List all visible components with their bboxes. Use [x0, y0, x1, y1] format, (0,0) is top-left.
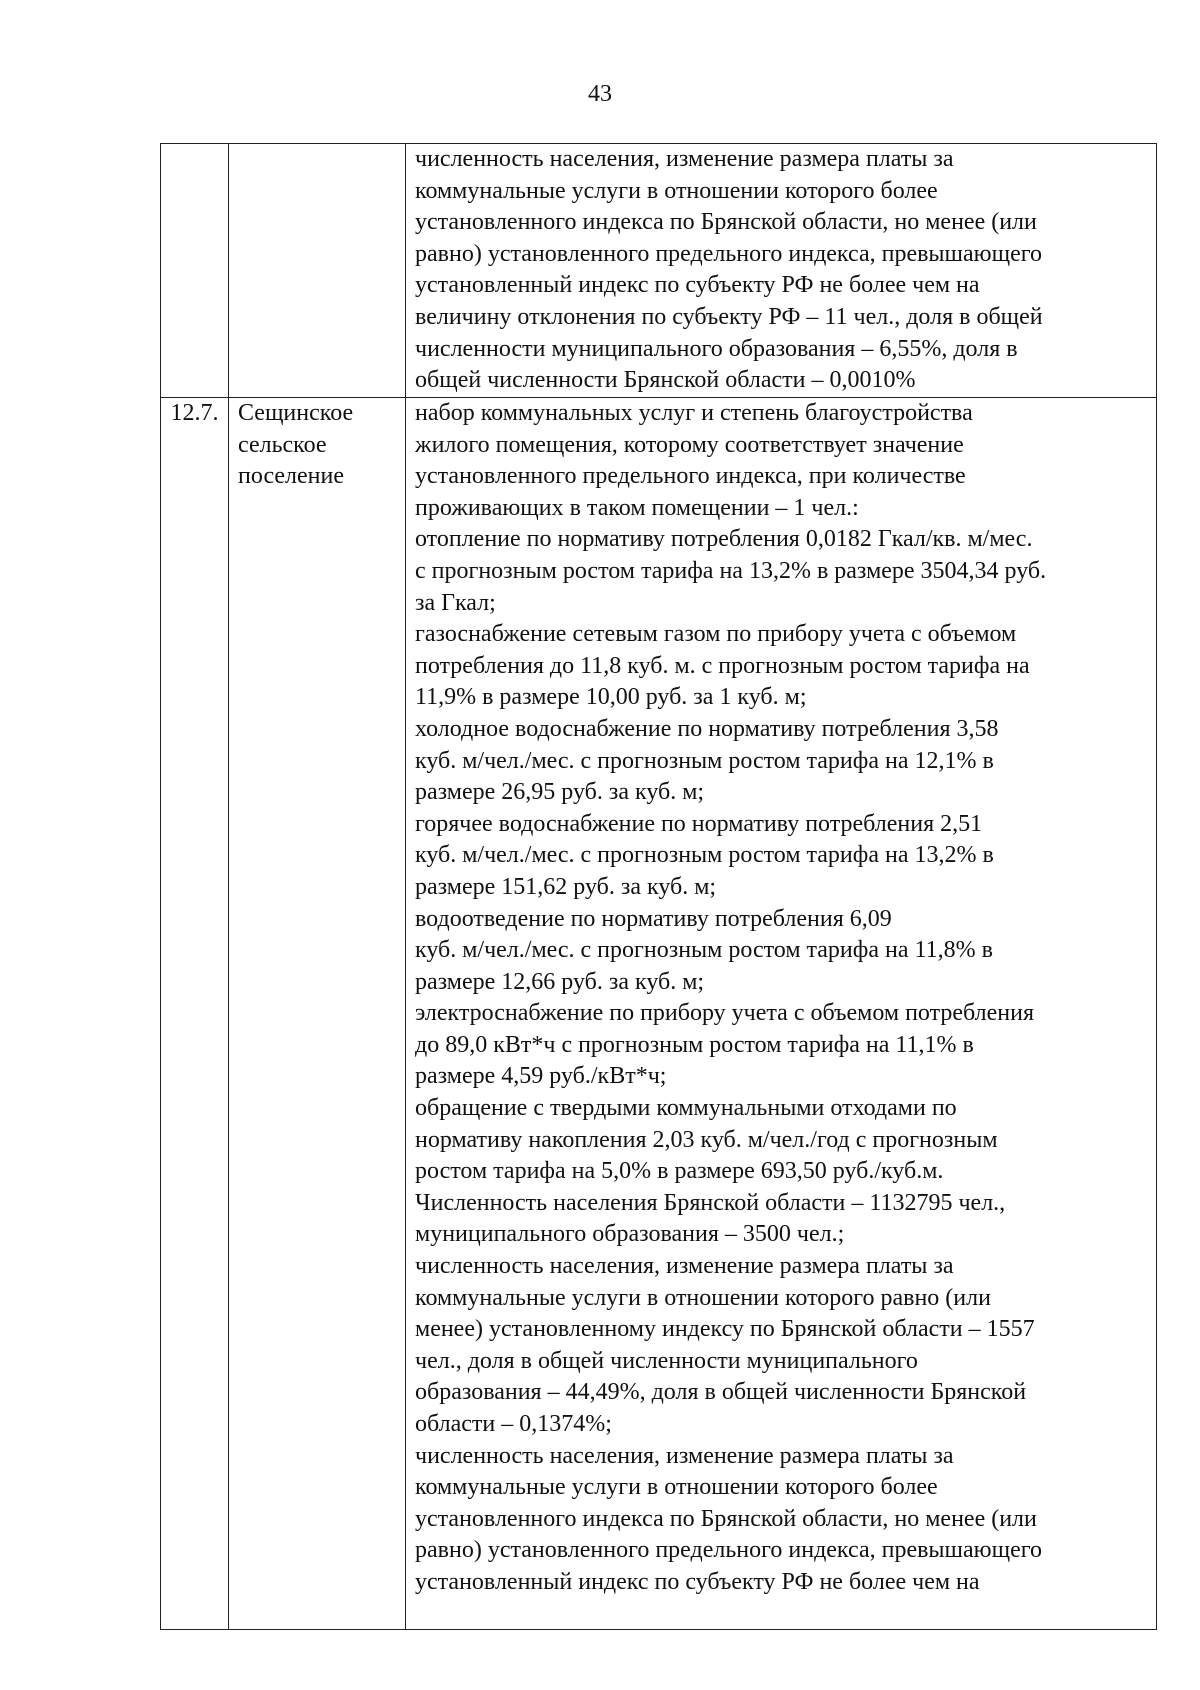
table-row	[161, 144, 1157, 398]
text-line: куб. м/чел./мес. с прогнозным ростом тарифа на 12,1% в	[415, 747, 994, 774]
table-row	[161, 398, 1157, 1630]
text-line: нормативу накопления 2,03 куб. м/чел./год с прогнозным	[415, 1126, 998, 1153]
text-line: горячее водоснабжение по нормативу потребления 2,51	[415, 810, 983, 837]
text-line: установленного индекса по Брянской области, но менее (или	[415, 209, 1037, 236]
row-number-cell	[161, 144, 229, 398]
text-line: с прогнозным ростом тарифа на 13,2% в размере 3504,34 руб.	[415, 557, 1047, 584]
text-line: отопление по нормативу потребления 0,0182 Гкал/кв. м/мес.	[415, 526, 1033, 553]
text-line: численность населения, изменение размера платы за	[415, 1253, 954, 1280]
text-line: образования – 44,49%, доля в общей численности Брянской	[415, 1379, 1027, 1406]
text-line: установленный индекс по субъекту РФ не более чем на	[415, 1568, 980, 1595]
text-line: потребления до 11,8 куб. м. с прогнозным ростом тарифа на	[415, 652, 1030, 679]
text-line: установленного индекса по Брянской области, но менее (или	[415, 1505, 1037, 1532]
text-line: менее) установленному индексу по Брянской области – 1557	[415, 1316, 1035, 1343]
text-line: муниципального образования – 3500 чел.;	[415, 1221, 845, 1248]
description-cell	[406, 144, 1157, 398]
text-line: равно) установленного предельного индекса, превышающего	[415, 1537, 1042, 1564]
description-cell	[406, 398, 1157, 1630]
text-line: коммунальные услуги в отношении которого более	[415, 177, 938, 204]
document-table	[160, 143, 1157, 1630]
text-line: за Гкал;	[415, 589, 496, 616]
text-line: численность населения, изменение размера платы за	[415, 146, 954, 172]
text-line: до 89,0 кВт*ч с прогнозным ростом тарифа на 11,1% в	[415, 1031, 974, 1058]
text-line: равно) установленного предельного индекса, превышающего	[415, 240, 1042, 267]
text-line: Сещинское	[238, 400, 354, 426]
text-line: куб. м/чел./мес. с прогнозным ростом тарифа на 11,8% в	[415, 937, 993, 964]
text-line: коммунальные услуги в отношении которого более	[415, 1474, 938, 1501]
text-line: области – 0,1374%;	[415, 1411, 612, 1437]
text-line: сельское	[238, 431, 327, 458]
text-line: газоснабжение сетевым газом по прибору учета с объемом	[415, 621, 1017, 648]
municipality-name-cell	[229, 398, 406, 1630]
text-line: электроснабжение по прибору учета с объемом потребления	[415, 1000, 1034, 1027]
text-line: установленного предельного индекса, при количестве	[415, 463, 966, 490]
text-line: общей численности Брянской области – 0,0010%	[415, 367, 916, 394]
text-line: ростом тарифа на 5,0% в размере 693,50 руб./куб.м.	[415, 1158, 944, 1185]
text-line: чел., доля в общей численности муниципального	[415, 1347, 918, 1374]
text-line: размере 12,66 руб. за куб. м;	[415, 968, 705, 995]
page-number: 43	[588, 81, 612, 107]
text-line: куб. м/чел./мес. с прогнозным ростом тарифа на 13,2% в	[415, 842, 994, 869]
text-line: Численность населения Брянской области – 1132795 чел.,	[415, 1189, 1006, 1216]
text-line: жилого помещения, которому соответствует значение	[415, 431, 964, 458]
text-line: набор коммунальных услуг и степень благоустройства	[415, 400, 973, 426]
text-line: поселение	[238, 463, 345, 490]
row-number-cell: 12.7.	[161, 398, 229, 1630]
text-line: размере 4,59 руб./кВт*ч;	[415, 1063, 667, 1090]
text-line: размере 151,62 руб. за куб. м;	[415, 873, 717, 900]
text-line: 11,9% в размере 10,00 руб. за 1 куб. м;	[415, 684, 807, 711]
text-line: численность населения, изменение размера платы за	[415, 1442, 954, 1469]
text-line: водоотведение по нормативу потребления 6,09	[415, 905, 892, 932]
text-line: холодное водоснабжение по нормативу потребления 3,58	[415, 715, 999, 742]
text-line: размере 26,95 руб. за куб. м;	[415, 779, 705, 806]
text-line: обращение с твердыми коммунальными отходами по	[415, 1095, 957, 1122]
municipality-name-cell	[229, 144, 406, 398]
text-line: коммунальные услуги в отношении которого равно (или	[415, 1284, 991, 1311]
text-line: величину отклонения по субъекту РФ – 11 чел., доля в общей	[415, 303, 1043, 330]
text-line: установленный индекс по субъекту РФ не более чем на	[415, 272, 980, 299]
text-line: проживающих в таком помещении – 1 чел.:	[415, 494, 859, 521]
text-line: численности муниципального образования – 6,55%, доля в	[415, 335, 1018, 362]
